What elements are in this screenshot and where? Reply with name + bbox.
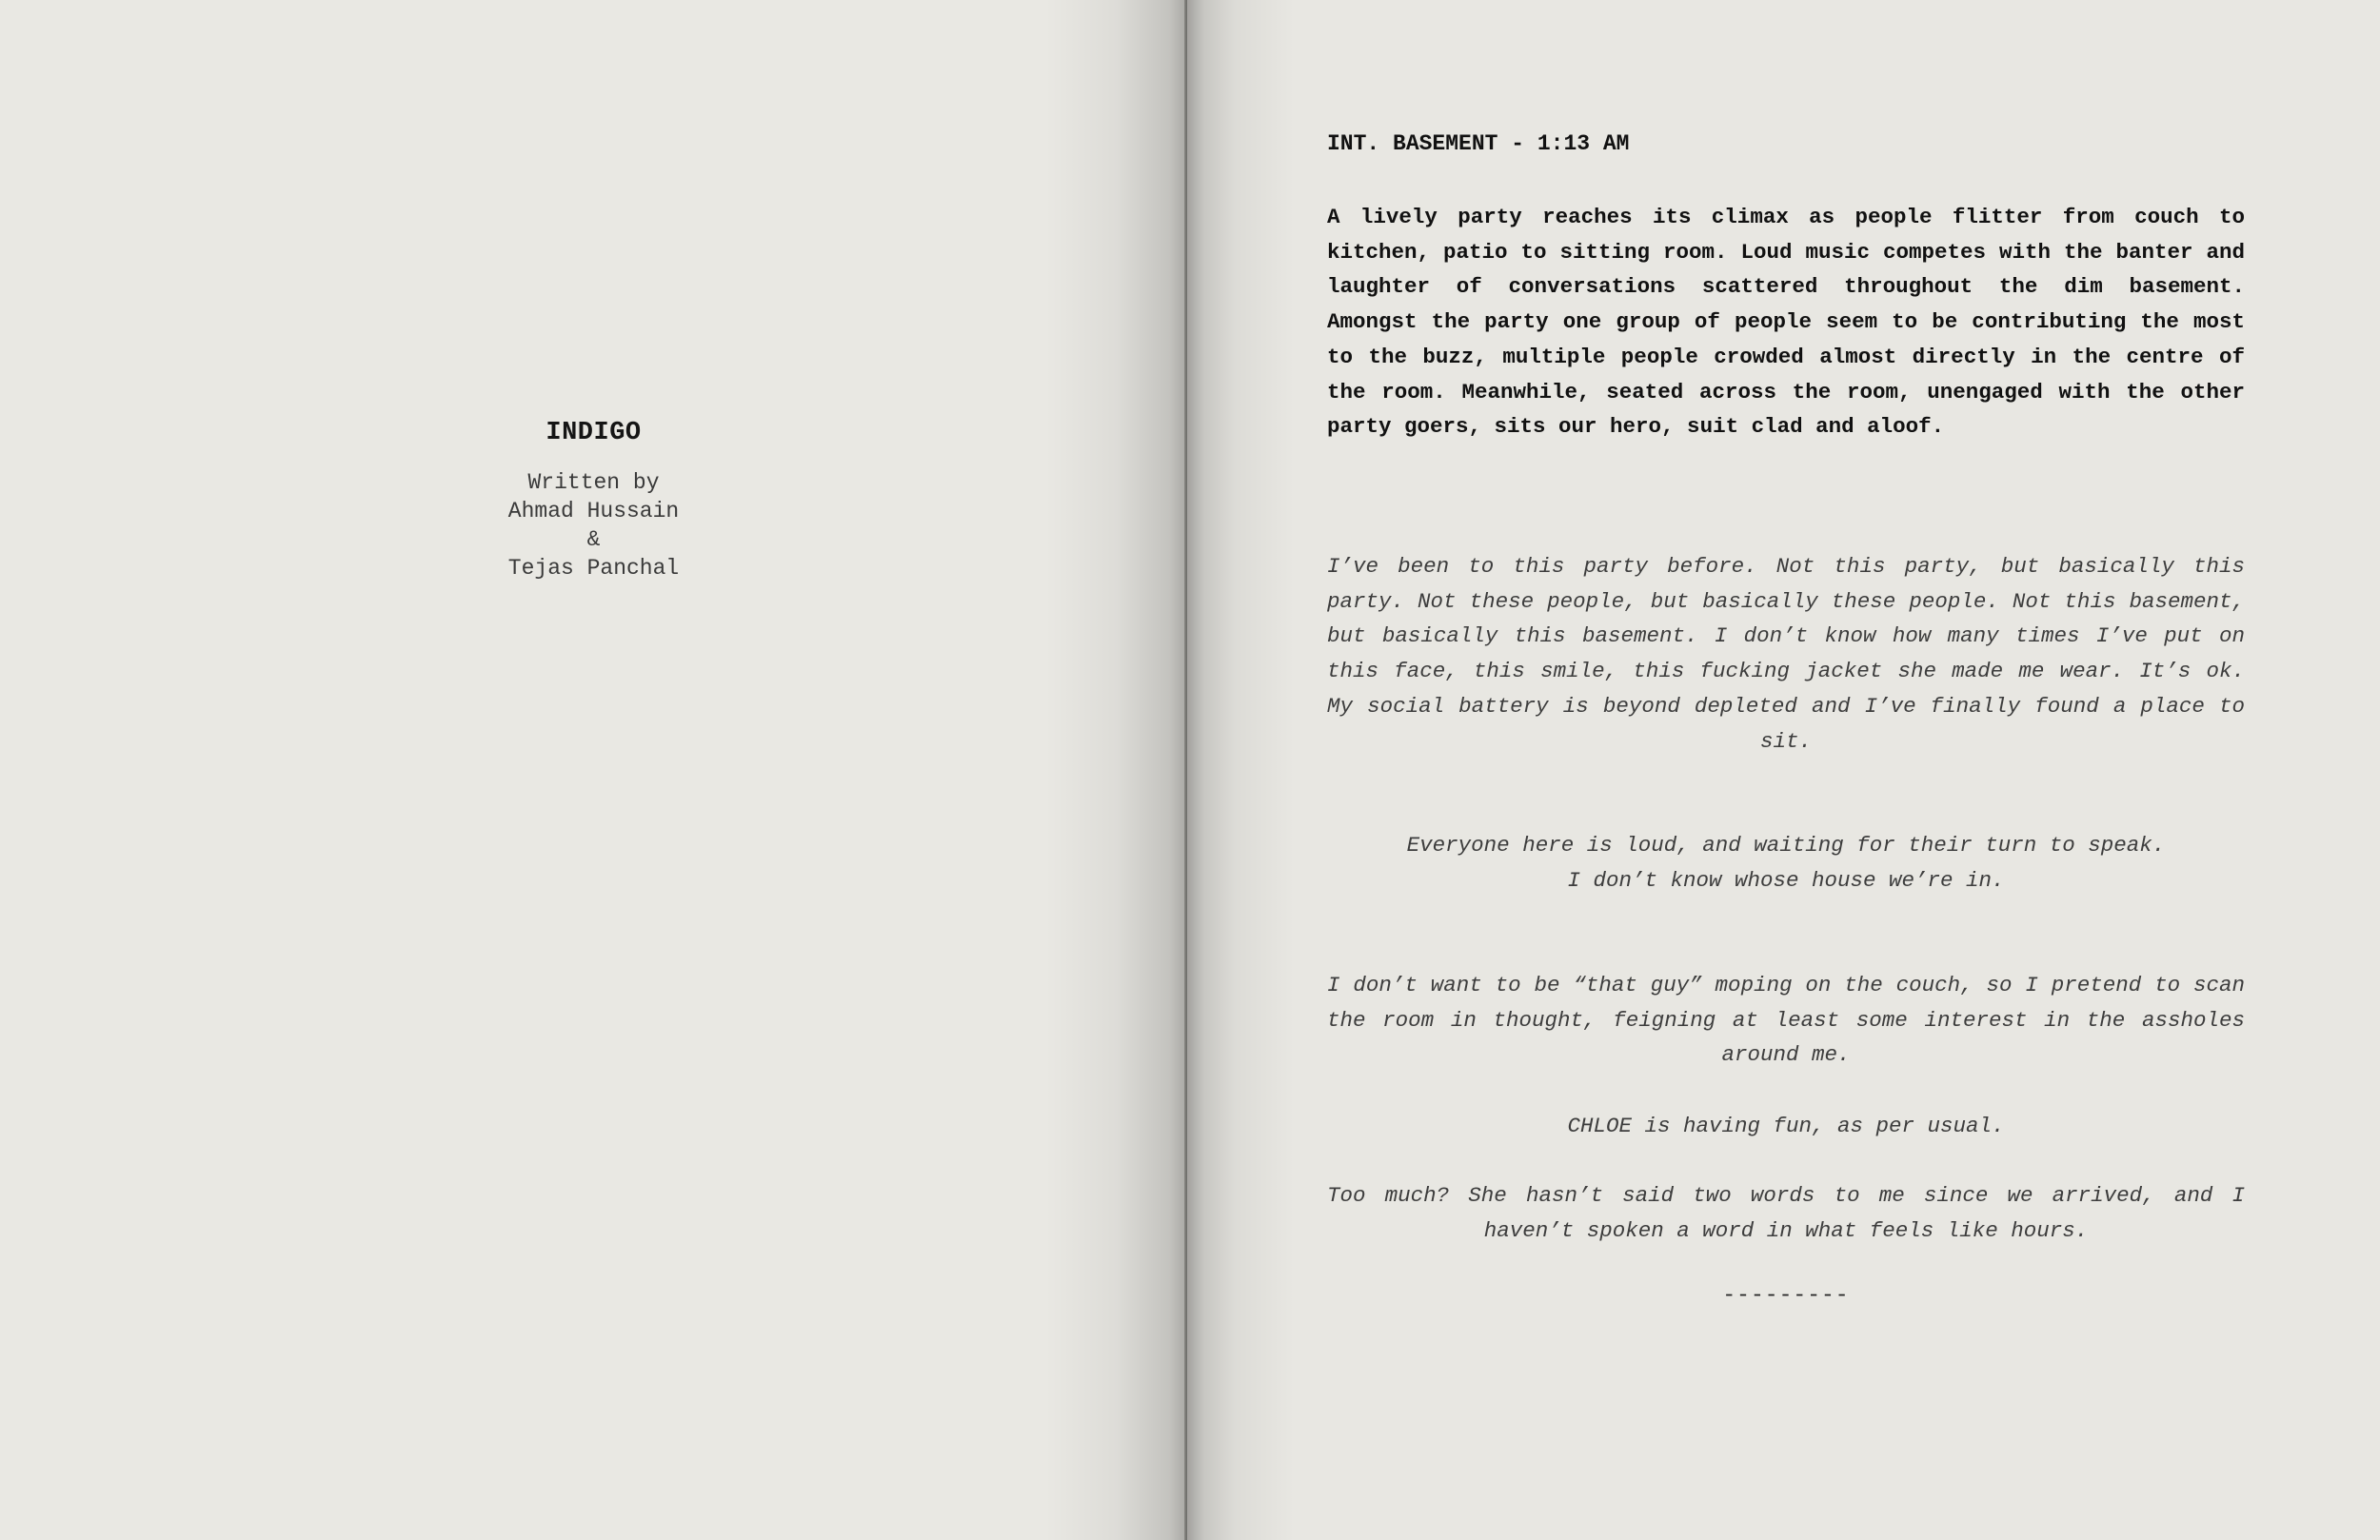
scene-heading: INT. BASEMENT - 1:13 AM <box>1327 131 1630 156</box>
credit-ampersand: & <box>586 527 601 552</box>
credit-author-2: Tejas Panchal <box>507 556 680 581</box>
voiceover-paragraph-1: I’ve been to this party before. Not this party, but basically this party. Not these people, but basically these people. Not this basement, but basically this basement. I don’t know how many times I’ve put on this face, this smile, this fucking jacket she made me wear. It’s ok. My social battery is beyond depleted and I’ve finally found a place to sit. <box>1327 554 2245 754</box>
credit-written-by: Written by <box>527 470 660 495</box>
left-page-title <box>0 0 1187 1540</box>
voiceover-paragraph-4: CHLOE is having fun, as per usual. <box>1567 1114 2005 1138</box>
voiceover-paragraph-3: I don’t want to be “that guy” moping on the couch, so I pretend to scan the room in thought, feigning at least some interest in the assholes around me. <box>1327 973 2245 1068</box>
section-divider: --------- <box>1722 1283 1850 1308</box>
action-paragraph: A lively party reaches its climax as people flitter from couch to kitchen, patio to sitting room. Loud music competes with the banter and laughter of conversations scattered throughout the dim basement. Amongst the party one group of people seem to be contributing the most to the buzz, multiple people crowded almost directly in the centre of the room. Meanwhile, seated across the room, unengaged with the other party goers, sits our hero, suit clad and aloof. <box>1327 205 2245 440</box>
voiceover-paragraph-2: Everyone here is loud, and waiting for their turn to speak. I don’t know whose house we’re in. <box>1406 833 2166 893</box>
voiceover-paragraph-5: Too much? She hasn’t said two words to me since we arrived, and I haven’t spoken a word in what feels like hours. <box>1327 1183 2245 1243</box>
title-block <box>0 419 1187 582</box>
script-title: INDIGO <box>545 419 642 447</box>
credit-author-1: Ahmad Hussain <box>507 499 680 523</box>
